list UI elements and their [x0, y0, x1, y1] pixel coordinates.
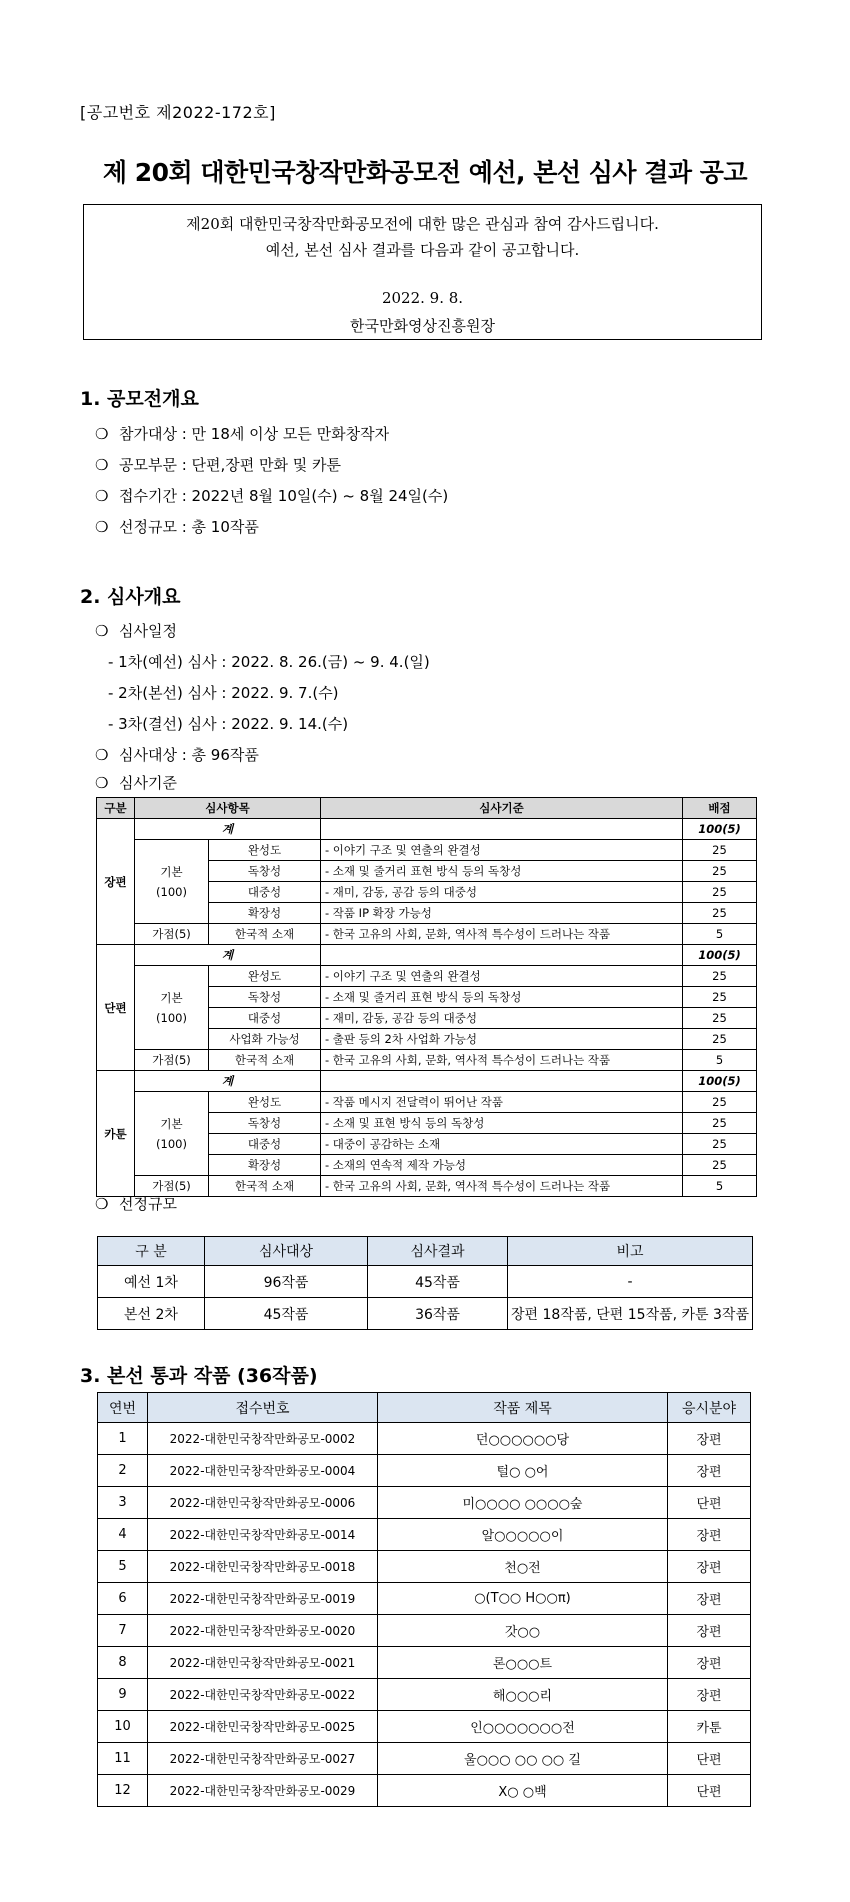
table-row [97, 1050, 757, 1071]
document-title: 제 20회 대한민국창작만화공모전 예선, 본선 심사 결과 공고 [102, 158, 748, 187]
item-cell: 확장성 [209, 903, 321, 924]
item-cell: 독창성 [209, 1113, 321, 1134]
row-number: 5 [98, 1551, 148, 1583]
section1-item-text: 참가대상 : 만 18세 이상 모든 만화창작자 [119, 425, 390, 443]
desc-cell: - 재미, 감동, 공감 등의 대중성 [321, 882, 683, 903]
bullet-circle-icon: ❍ [95, 746, 109, 764]
desc-cell: - 한국 고유의 사회, 문화, 역사적 특수성이 드러나는 작품 [321, 1176, 683, 1197]
table-row [97, 966, 757, 987]
desc-cell: - 이야기 구조 및 연출의 완결성 [321, 840, 683, 861]
table-row [97, 945, 757, 966]
table-header-row [98, 1393, 751, 1423]
intro-line-2: 예선, 본선 심사 결과를 다음과 같이 공고합니다. [265, 241, 580, 259]
category: 단편 [668, 1775, 751, 1807]
table-cell: 36작품 [368, 1298, 508, 1330]
work-title: 해○○○리 [378, 1679, 668, 1711]
table-cell: 45작품 [205, 1298, 368, 1330]
category: 장편 [668, 1519, 751, 1551]
category: 장편 [668, 1583, 751, 1615]
entry-number: 2022-대한민국창작만화공모-0014 [148, 1519, 378, 1551]
header-cell: 심사항목 [135, 798, 321, 819]
entry-number: 2022-대한민국창작만화공모-0006 [148, 1487, 378, 1519]
table-cell: 장편 18작품, 단편 15작품, 카툰 3작품 [508, 1298, 753, 1330]
entry-number: 2022-대한민국창작만화공모-0021 [148, 1647, 378, 1679]
category: 단편 [668, 1487, 751, 1519]
basic-score-text: (100) [156, 884, 187, 899]
header-cell: 배점 [683, 798, 757, 819]
entry-number: 2022-대한민국창작만화공모-0004 [148, 1455, 378, 1487]
score-cell: 25 [683, 966, 757, 987]
category: 장편 [668, 1551, 751, 1583]
entry-number: 2022-대한민국창작만화공모-0018 [148, 1551, 378, 1583]
row-number: 4 [98, 1519, 148, 1551]
desc-cell: - 한국 고유의 사회, 문화, 역사적 특수성이 드러나는 작품 [321, 1050, 683, 1071]
row-number: 12 [98, 1775, 148, 1807]
section1-item-text: 접수기간 : 2022년 8월 10일(수) ~ 8월 24일(수) [119, 487, 449, 505]
item-cell: 완성도 [209, 966, 321, 987]
section1-item [95, 423, 389, 444]
desc-cell: - 대중이 공감하는 소재 [321, 1134, 683, 1155]
table-row [98, 1455, 751, 1487]
table-row [98, 1487, 751, 1519]
work-title: ○(T○○ H○○π) [378, 1583, 668, 1615]
desc-cell: - 출판 등의 2차 사업화 가능성 [321, 1029, 683, 1050]
table-row [98, 1266, 753, 1298]
table-row [97, 924, 757, 945]
entry-number: 2022-대한민국창작만화공모-0027 [148, 1743, 378, 1775]
schedule-label [95, 620, 177, 641]
empty-cell [321, 945, 683, 966]
work-title: 론○○○트 [378, 1647, 668, 1679]
score-cell: 25 [683, 1113, 757, 1134]
section2-heading: 2. 심사개요 [80, 586, 181, 608]
bonus-label: 가점(5) [135, 1050, 209, 1071]
score-cell: 25 [683, 903, 757, 924]
header-cell: 구분 [97, 798, 135, 819]
category: 장편 [668, 1647, 751, 1679]
basic-label-text: 기본 [160, 864, 183, 879]
group-name: 장편 [97, 819, 135, 945]
section1-item [95, 454, 341, 475]
basic-label [135, 1092, 209, 1176]
target-count [95, 744, 259, 765]
work-title: 인○○○○○○○전 [378, 1711, 668, 1743]
bullet-circle-icon: ❍ [95, 456, 109, 474]
item-cell: 사업화 가능성 [209, 1029, 321, 1050]
intro-date: 2022. 9. 8. [381, 289, 464, 307]
entry-number: 2022-대한민국창작만화공모-0020 [148, 1615, 378, 1647]
work-title: 미○○○○ ○○○○숲 [378, 1487, 668, 1519]
item-cell: 한국적 소재 [209, 924, 321, 945]
table-cell: - [508, 1266, 753, 1298]
desc-cell: - 작품 메시지 전달력이 뛰어난 작품 [321, 1092, 683, 1113]
table-row [98, 1775, 751, 1807]
item-cell: 완성도 [209, 840, 321, 861]
selection-label [95, 1193, 177, 1214]
bonus-label: 가점(5) [135, 924, 209, 945]
empty-cell [321, 1071, 683, 1092]
total-label: 계 [135, 945, 321, 966]
table-cell: 45작품 [368, 1266, 508, 1298]
target-count-text: 심사대상 : 총 96작품 [119, 746, 259, 764]
selection-table [97, 1236, 753, 1330]
header-cell: 응시분야 [668, 1393, 751, 1423]
total-score: 100(5) [683, 945, 757, 966]
section1-item-text: 공모부문 : 단편,장편 만화 및 카툰 [119, 456, 342, 474]
row-number: 1 [98, 1423, 148, 1455]
basic-label [135, 840, 209, 924]
bullet-circle-icon: ❍ [95, 1195, 109, 1213]
row-number: 8 [98, 1647, 148, 1679]
score-cell: 25 [683, 861, 757, 882]
total-label: 계 [135, 819, 321, 840]
desc-cell: - 소재 및 줄거리 표현 방식 등의 독창성 [321, 861, 683, 882]
section1-item-text: 선정규모 : 총 10작품 [119, 518, 259, 536]
intro-box [83, 204, 762, 340]
row-number: 3 [98, 1487, 148, 1519]
work-title: 알○○○○○이 [378, 1519, 668, 1551]
score-cell: 25 [683, 1092, 757, 1113]
header-cell: 심사대상 [205, 1237, 368, 1266]
item-cell: 독창성 [209, 861, 321, 882]
work-title: 털○ ○어 [378, 1455, 668, 1487]
item-cell: 확장성 [209, 1155, 321, 1176]
score-cell: 25 [683, 840, 757, 861]
table-row [97, 1176, 757, 1197]
row-number: 9 [98, 1679, 148, 1711]
intro-line-1: 제20회 대한민국창작만화공모전에 대한 많은 관심과 참여 감사드립니다. [186, 215, 659, 233]
criteria-label-text: 심사기준 [119, 774, 177, 792]
header-cell: 심사기준 [321, 798, 683, 819]
entry-number: 2022-대한민국창작만화공모-0022 [148, 1679, 378, 1711]
basic-label-text: 기본 [160, 1116, 183, 1131]
basic-score-text: (100) [156, 1136, 187, 1151]
bullet-circle-icon: ❍ [95, 425, 109, 443]
table-header-row [98, 1237, 753, 1266]
total-score: 100(5) [683, 1071, 757, 1092]
section1-item [95, 516, 259, 537]
header-cell: 연번 [98, 1393, 148, 1423]
item-cell: 완성도 [209, 1092, 321, 1113]
category: 장편 [668, 1455, 751, 1487]
work-title: 갓○○ [378, 1615, 668, 1647]
passed-works-table [97, 1392, 751, 1807]
category: 장편 [668, 1679, 751, 1711]
desc-cell: - 소재 및 표현 방식 등의 독창성 [321, 1113, 683, 1134]
criteria-label [95, 772, 177, 793]
table-row [98, 1298, 753, 1330]
table-row [98, 1743, 751, 1775]
item-cell: 한국적 소재 [209, 1050, 321, 1071]
header-cell: 접수번호 [148, 1393, 378, 1423]
header-cell: 구 분 [98, 1237, 205, 1266]
row-number: 2 [98, 1455, 148, 1487]
schedule-item: - 2차(본선) 심사 : 2022. 9. 7.(수) [108, 684, 339, 702]
score-cell: 5 [683, 1050, 757, 1071]
header-cell: 비고 [508, 1237, 753, 1266]
basic-label [135, 966, 209, 1050]
score-cell: 25 [683, 1134, 757, 1155]
score-cell: 25 [683, 1008, 757, 1029]
score-cell: 25 [683, 1155, 757, 1176]
category: 장편 [668, 1423, 751, 1455]
desc-cell: - 한국 고유의 사회, 문화, 역사적 특수성이 드러나는 작품 [321, 924, 683, 945]
desc-cell: - 소재 및 줄거리 표현 방식 등의 독창성 [321, 987, 683, 1008]
item-cell: 대중성 [209, 882, 321, 903]
intro-issuer: 한국만화영상진흥원장 [350, 317, 495, 335]
table-cell: 본선 2차 [98, 1298, 205, 1330]
category: 단편 [668, 1743, 751, 1775]
bonus-label: 가점(5) [135, 1176, 209, 1197]
item-cell: 독창성 [209, 987, 321, 1008]
header-cell: 작품 제목 [378, 1393, 668, 1423]
score-cell: 25 [683, 1029, 757, 1050]
work-title: 울○○○ ○○ ○○ 길 [378, 1743, 668, 1775]
item-cell: 대중성 [209, 1008, 321, 1029]
table-row [97, 1071, 757, 1092]
bullet-circle-icon: ❍ [95, 774, 109, 792]
table-row [98, 1647, 751, 1679]
row-number: 6 [98, 1583, 148, 1615]
category: 장편 [668, 1615, 751, 1647]
desc-cell: - 이야기 구조 및 연출의 완결성 [321, 966, 683, 987]
score-cell: 25 [683, 987, 757, 1008]
work-title: 던○○○○○○당 [378, 1423, 668, 1455]
table-row [97, 819, 757, 840]
score-cell: 25 [683, 882, 757, 903]
criteria-table [96, 797, 757, 1197]
section3-heading: 3. 본선 통과 작품 (36작품) [80, 1365, 318, 1387]
entry-number: 2022-대한민국창작만화공모-0025 [148, 1711, 378, 1743]
entry-number: 2022-대한민국창작만화공모-0002 [148, 1423, 378, 1455]
section1-heading: 1. 공모전개요 [80, 388, 199, 410]
item-cell: 한국적 소재 [209, 1176, 321, 1197]
entry-number: 2022-대한민국창작만화공모-0029 [148, 1775, 378, 1807]
score-cell: 5 [683, 1176, 757, 1197]
section1-item [95, 485, 448, 506]
notice-number: [공고번호 제2022-172호] [80, 103, 276, 122]
table-row [98, 1679, 751, 1711]
selection-label-text: 선정규모 [119, 1195, 177, 1213]
header-cell: 심사결과 [368, 1237, 508, 1266]
table-row [98, 1519, 751, 1551]
table-cell: 96작품 [205, 1266, 368, 1298]
desc-cell: - 재미, 감동, 공감 등의 대중성 [321, 1008, 683, 1029]
table-row [98, 1615, 751, 1647]
desc-cell: - 작품 IP 확장 가능성 [321, 903, 683, 924]
work-title: X○ ○백 [378, 1775, 668, 1807]
schedule-label-text: 심사일정 [119, 622, 177, 640]
total-score: 100(5) [683, 819, 757, 840]
schedule-item: - 1차(예선) 심사 : 2022. 8. 26.(금) ~ 9. 4.(일) [108, 653, 430, 671]
table-row [98, 1711, 751, 1743]
score-cell: 5 [683, 924, 757, 945]
table-header-row [97, 798, 757, 819]
total-label: 계 [135, 1071, 321, 1092]
table-row [97, 840, 757, 861]
item-cell: 대중성 [209, 1134, 321, 1155]
row-number: 10 [98, 1711, 148, 1743]
entry-number: 2022-대한민국창작만화공모-0019 [148, 1583, 378, 1615]
group-name: 단편 [97, 945, 135, 1071]
basic-label-text: 기본 [160, 990, 183, 1005]
table-cell: 예선 1차 [98, 1266, 205, 1298]
table-row [98, 1551, 751, 1583]
group-name: 카툰 [97, 1071, 135, 1197]
row-number: 7 [98, 1615, 148, 1647]
bullet-circle-icon: ❍ [95, 487, 109, 505]
row-number: 11 [98, 1743, 148, 1775]
basic-score-text: (100) [156, 1010, 187, 1025]
table-row [98, 1583, 751, 1615]
bullet-circle-icon: ❍ [95, 518, 109, 536]
schedule-item: - 3차(결선) 심사 : 2022. 9. 14.(수) [108, 715, 349, 733]
bullet-circle-icon: ❍ [95, 622, 109, 640]
empty-cell [321, 819, 683, 840]
table-row [98, 1423, 751, 1455]
desc-cell: - 소재의 연속적 제작 가능성 [321, 1155, 683, 1176]
work-title: 천○전 [378, 1551, 668, 1583]
table-row [97, 1092, 757, 1113]
category: 카툰 [668, 1711, 751, 1743]
